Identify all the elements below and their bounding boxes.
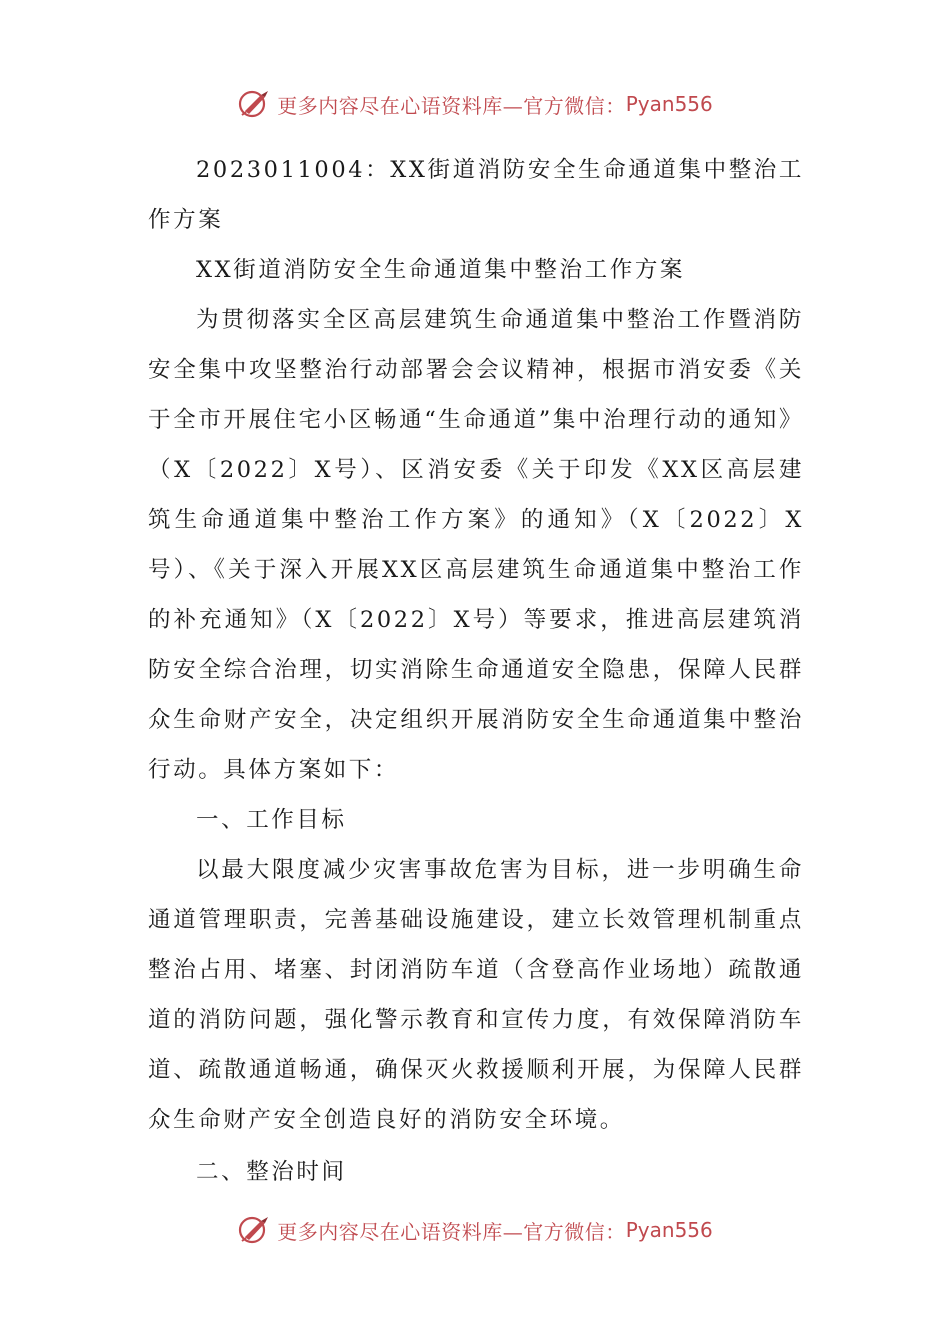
goals-paragraph: 以最大限度减少灾害事故危害为目标，进一步明确生命通道管理职责，完善基础设施建设，建立长效管理机制重点整治占用、堵塞、封闭消防车道（含登高作业场地）疏散通道的消防问题，强化警示教育和宣传力度，有效保障消防车道、疏散通道畅通，确保灭火救援顺利开展，为保障人民群众生命财产安全创造良好的消防安全环境。: [148, 857, 804, 1133]
watermark-text: 更多内容尽在心语资料库—官方微信：: [277, 1219, 626, 1244]
pen-logo-icon: [237, 1213, 271, 1247]
watermark-wechat-id: Pyan556: [625, 1218, 713, 1242]
section-heading-time: 二、整治时间: [196, 1159, 347, 1185]
pen-logo-icon: [237, 87, 271, 121]
watermark-banner-top: [0, 84, 950, 124]
watermark-text: 更多内容尽在心语资料库—官方微信：: [277, 93, 626, 118]
intro-paragraph: 为贯彻落实全区高层建筑生命通道集中整治工作暨消防安全集中攻坚整治行动部署会会议精神，根据市消安委《关于全市开展住宅小区畅通“生命通道”集中治理行动的通知》（X〔2022〕X号）、区消安委《关于印发《XX区高层建筑生命通道集中整治工作方案》的通知》（X〔2022〕X号）、《关于深入开展XX区高层建筑生命通道集中整治工作的补充通知》（X〔2022〕X号）等要求，推进高层建筑消防安全综合治理，切实消除生命通道安全隐患，保障人民群众生命财产安全，决定组织开展消防安全生命通道集中整治行动。具体方案如下：: [148, 307, 804, 783]
watermark-wechat-id: Pyan556: [625, 92, 713, 116]
watermark-banner-bottom: [0, 1210, 950, 1250]
document-subtitle: XX街道消防安全生命通道集中整治工作方案: [196, 257, 686, 283]
document-body: [148, 145, 804, 1197]
document-title: 2023011004：XX街道消防安全生命通道集中整治工作方案: [148, 157, 804, 233]
section-heading-goals: 一、工作目标: [196, 807, 347, 833]
